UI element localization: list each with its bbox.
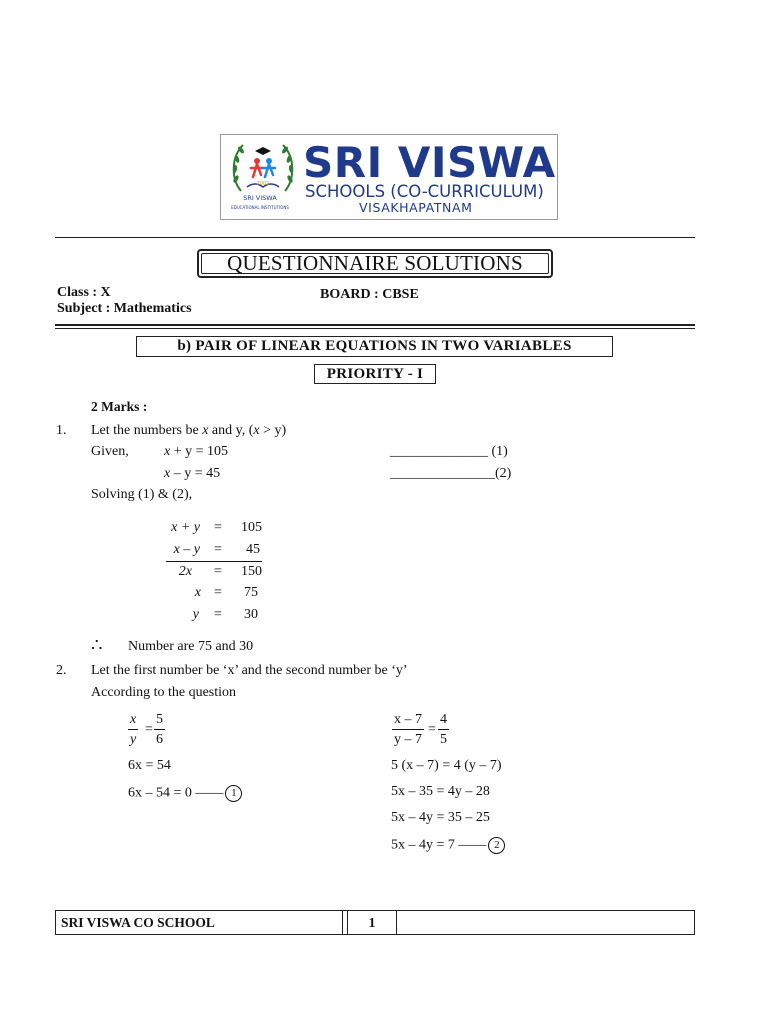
chapter-title bbox=[136, 336, 613, 357]
right-step-3: 5x – 4y = 35 – 25 bbox=[391, 810, 490, 825]
work-row-3-rhs: 150 bbox=[241, 564, 262, 579]
work-row-3-eq: = bbox=[214, 564, 222, 579]
logo-subtitle: SCHOOLS (CO-CURRICULUM) bbox=[305, 182, 544, 201]
fraction-bar bbox=[392, 729, 424, 730]
question-2-intro: Let the first number be ‘x’ and the second number be ‘y’ bbox=[91, 663, 408, 678]
left-step-2-text: 6x – 54 = 0 —— bbox=[128, 785, 224, 801]
equation-var: x bbox=[164, 444, 171, 459]
class-label: Class : X bbox=[57, 285, 111, 300]
header-divider bbox=[55, 237, 695, 238]
footer-page-number: 1 bbox=[348, 911, 397, 934]
question-1-conclusion: Number are 75 and 30 bbox=[128, 639, 254, 654]
work-sum-line bbox=[166, 561, 262, 562]
left-step-1: 6x = 54 bbox=[128, 758, 171, 773]
fraction-bar bbox=[128, 729, 138, 730]
equation-1-ref: ______________ (1) bbox=[390, 444, 508, 459]
left-step-2 bbox=[128, 785, 242, 802]
q1-intro-var: x bbox=[202, 423, 209, 438]
logo-brand: SRI VISWA bbox=[303, 138, 556, 187]
equation-text: – y = 45 bbox=[170, 466, 221, 481]
chapter-title-text: b) PAIR OF LINEAR EQUATIONS IN TWO VARIABLES bbox=[177, 338, 572, 354]
question-2-according: According to the question bbox=[91, 685, 237, 700]
question-1-intro bbox=[91, 423, 286, 439]
footer-empty-cell bbox=[397, 911, 694, 934]
q1-intro-part: > y) bbox=[259, 423, 287, 438]
board-label: BOARD : CBSE bbox=[320, 287, 419, 302]
question-1-number: 1. bbox=[56, 423, 67, 438]
priority-text: PRIORITY - I bbox=[326, 365, 424, 382]
fraction-equals: = bbox=[428, 722, 436, 737]
equation-text: + y = 105 bbox=[170, 444, 229, 459]
work-row-5-eq: = bbox=[214, 607, 222, 622]
work-row-2-lhs: x – y bbox=[173, 542, 200, 557]
fraction-denominator: y bbox=[130, 732, 137, 747]
work-row-1-lhs: x + y bbox=[171, 520, 200, 535]
q1-intro-var: x bbox=[253, 423, 260, 438]
work-row-1-eq: = bbox=[214, 520, 222, 535]
marks-heading: 2 Marks : bbox=[91, 399, 148, 414]
fraction-x7-over-y7 bbox=[392, 712, 424, 748]
emblem-subtitle: EDUCATIONAL INSTITUTIONS bbox=[231, 205, 289, 210]
footer-school: SRI VISWA CO SCHOOL bbox=[56, 911, 343, 934]
q1-intro-part: and y, ( bbox=[208, 423, 254, 438]
emblem-name: SRI VISWA bbox=[243, 194, 277, 202]
subject-label: Subject : Mathematics bbox=[57, 301, 192, 316]
right-step-1: 5 (x – 7) = 4 (y – 7) bbox=[391, 758, 502, 773]
equation-2 bbox=[164, 466, 220, 482]
work-row-5-rhs: 30 bbox=[244, 607, 258, 622]
work-row-4-eq: = bbox=[214, 585, 222, 600]
equation-var: x bbox=[164, 466, 171, 481]
fraction-x-over-y bbox=[128, 712, 138, 748]
work-row-1-rhs: 105 bbox=[241, 520, 262, 535]
work-row-4-rhs: 75 bbox=[244, 585, 258, 600]
priority-label bbox=[314, 364, 436, 384]
question-2-number: 2. bbox=[56, 663, 67, 678]
page-footer bbox=[55, 910, 695, 935]
right-step-2: 5x – 35 = 4y – 28 bbox=[391, 784, 490, 799]
fraction-denominator: 5 bbox=[440, 732, 447, 747]
svg-text:2002: 2002 bbox=[256, 181, 270, 187]
fraction-equals: = bbox=[145, 722, 153, 737]
work-row-3-lhs: 2x bbox=[178, 564, 192, 579]
equation-2-ref: _______________(2) bbox=[390, 466, 512, 481]
q1-intro-part: Let the numbers be bbox=[91, 423, 203, 438]
fraction-numerator: x – 7 bbox=[394, 712, 422, 727]
work-row-5-lhs: y bbox=[192, 607, 199, 622]
solving-label: Solving (1) & (2), bbox=[91, 487, 193, 502]
given-label: Given, bbox=[91, 444, 129, 459]
fraction-numerator: x bbox=[130, 712, 137, 727]
equation-1 bbox=[164, 444, 228, 460]
work-row-4-lhs: x bbox=[194, 585, 201, 600]
fraction-denominator: 6 bbox=[156, 732, 163, 747]
equation-number-circle: 1 bbox=[225, 785, 242, 802]
right-step-4-text: 5x – 4y = 7 —— bbox=[391, 837, 487, 853]
page-title-text: QUESTIONNAIRE SOLUTIONS bbox=[227, 251, 523, 275]
section-divider-bottom bbox=[55, 328, 695, 329]
section-divider-top bbox=[55, 324, 695, 326]
equation-number-circle: 2 bbox=[488, 837, 505, 854]
logo-city: VISAKHAPATNAM bbox=[359, 200, 473, 215]
fraction-bar bbox=[438, 729, 449, 730]
fraction-numerator: 5 bbox=[156, 712, 163, 727]
work-row-2-rhs: 45 bbox=[246, 542, 260, 557]
fraction-bar bbox=[154, 729, 165, 730]
fraction-4-over-5 bbox=[438, 712, 449, 748]
school-logo bbox=[220, 134, 558, 220]
right-step-4 bbox=[391, 837, 505, 854]
school-emblem-icon bbox=[227, 139, 299, 195]
fraction-denominator: y – 7 bbox=[394, 732, 422, 747]
work-row-2-eq: = bbox=[214, 542, 222, 557]
therefore-symbol: ∴ bbox=[91, 635, 103, 655]
fraction-5-over-6 bbox=[154, 712, 165, 748]
fraction-numerator: 4 bbox=[440, 712, 447, 727]
page-title bbox=[197, 249, 553, 278]
